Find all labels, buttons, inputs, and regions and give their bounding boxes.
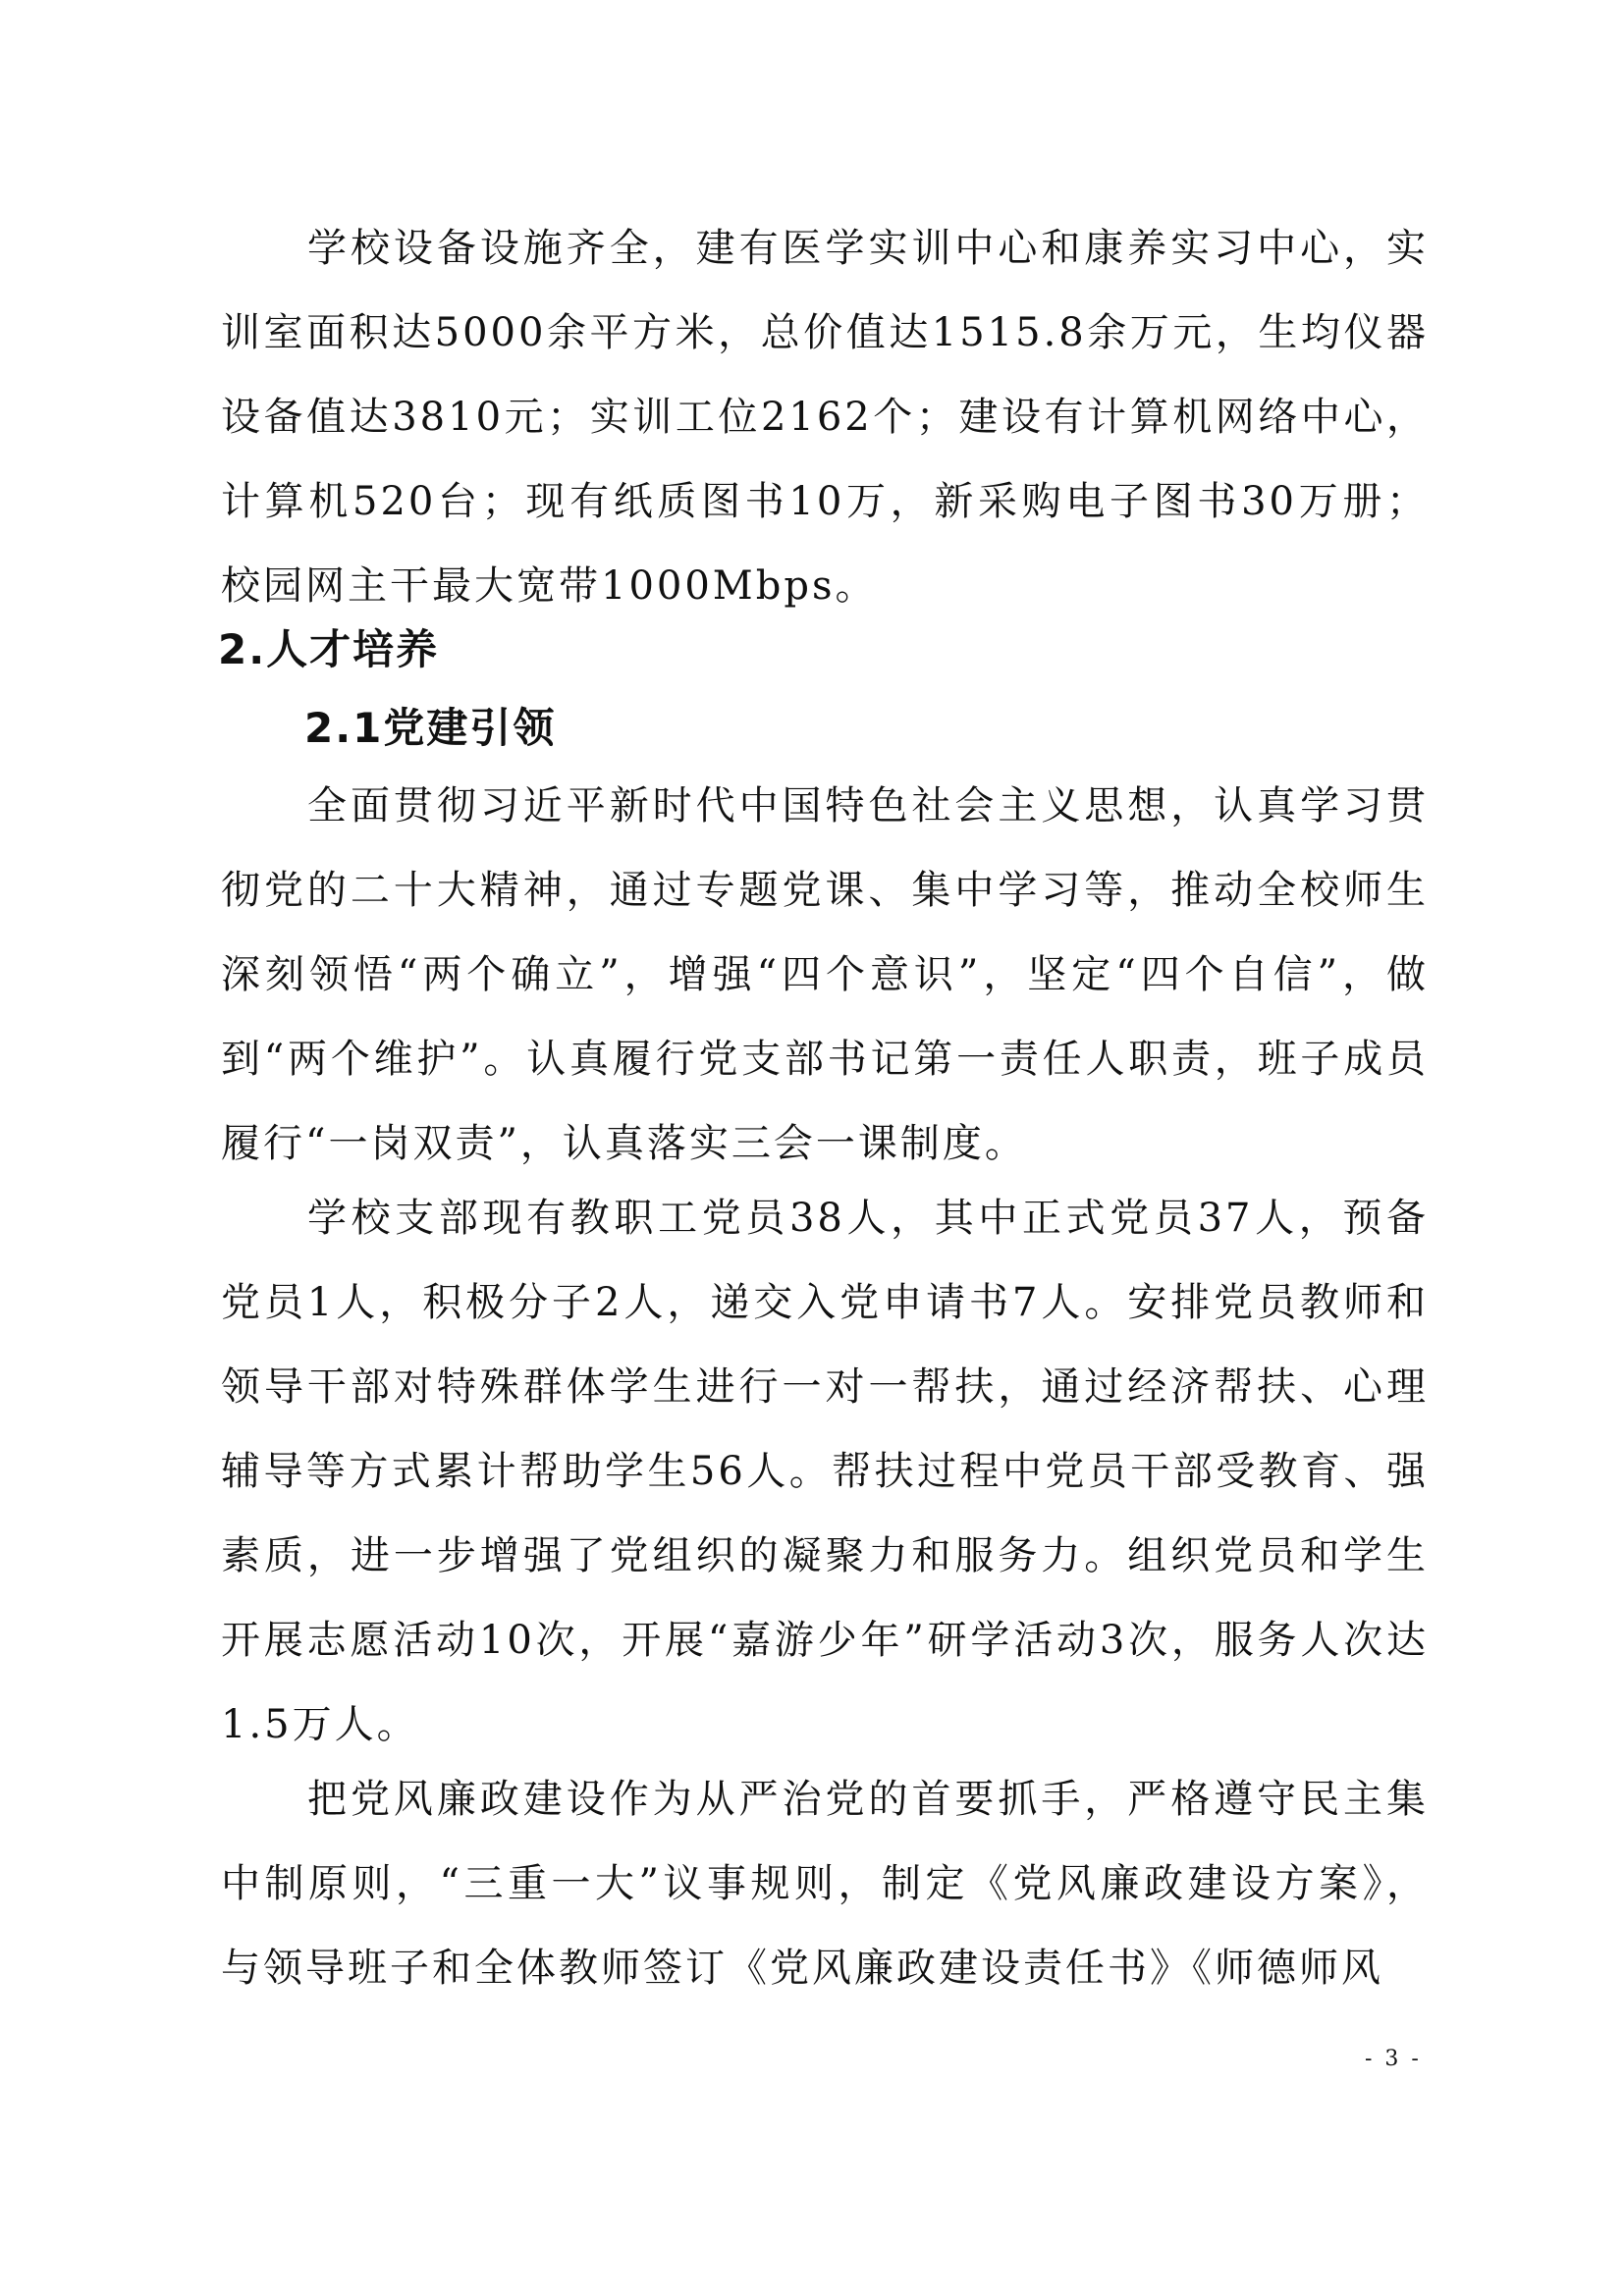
paragraph-party-members: 学校支部现有教职工党员38人，其中正式党员37人，预备党员1人，积极分子2人，递交入党申请书7人。安排党员教师和领导干部对特殊群体学生进行一对一帮扶，通过经济帮扶、心理辅导等方式累计帮助学生56人。帮扶过程中党员干部受教育、强素质，进一步增强了党组织的凝聚力和服务力。组织党员和学生开展志愿活动10次，开展“嘉游少年”研学活动3次，服务人次达1.5万人。: [221, 1196, 1429, 1747]
section-heading-talent-cultivation: 2.人才培养: [218, 625, 440, 673]
paragraph-party-study: 全面贯彻习近平新时代中国特色社会主义思想，认真学习贯彻党的二十大精神，通过专题党课、集中学习等，推动全校师生深刻领悟“两个确立”，增强“四个意识”，坚定“四个自信”，做到“两个维护”。认真履行党支部书记第一责任人职责，班子成员履行“一岗双责”，认真落实三会一课制度。: [221, 783, 1429, 1166]
subsection-heading-party-building: 2.1党建引领: [304, 704, 557, 752]
paragraph-integrity: 把党风廉政建设作为从严治党的首要抓手，严格遵守民主集中制原则，“三重一大”议事规则，制定《党风廉政建设方案》，与领导班子和全体教师签订《党风廉政建设责任书》《师德师风: [221, 1777, 1429, 1991]
paragraph-facilities: 学校设备设施齐全，建有医学实训中心和康养实习中心，实训室面积达5000余平方米，总价值达1515.8余万元，生均仪器设备值达3810元；实训工位2162个；建设有计算机网络中心，计算机520台；现有纸质图书10万，新采购电子图书30万册；校园网主干最大宽带1000Mbps。: [221, 226, 1429, 609]
page-number: - 3 -: [1365, 2047, 1422, 2071]
